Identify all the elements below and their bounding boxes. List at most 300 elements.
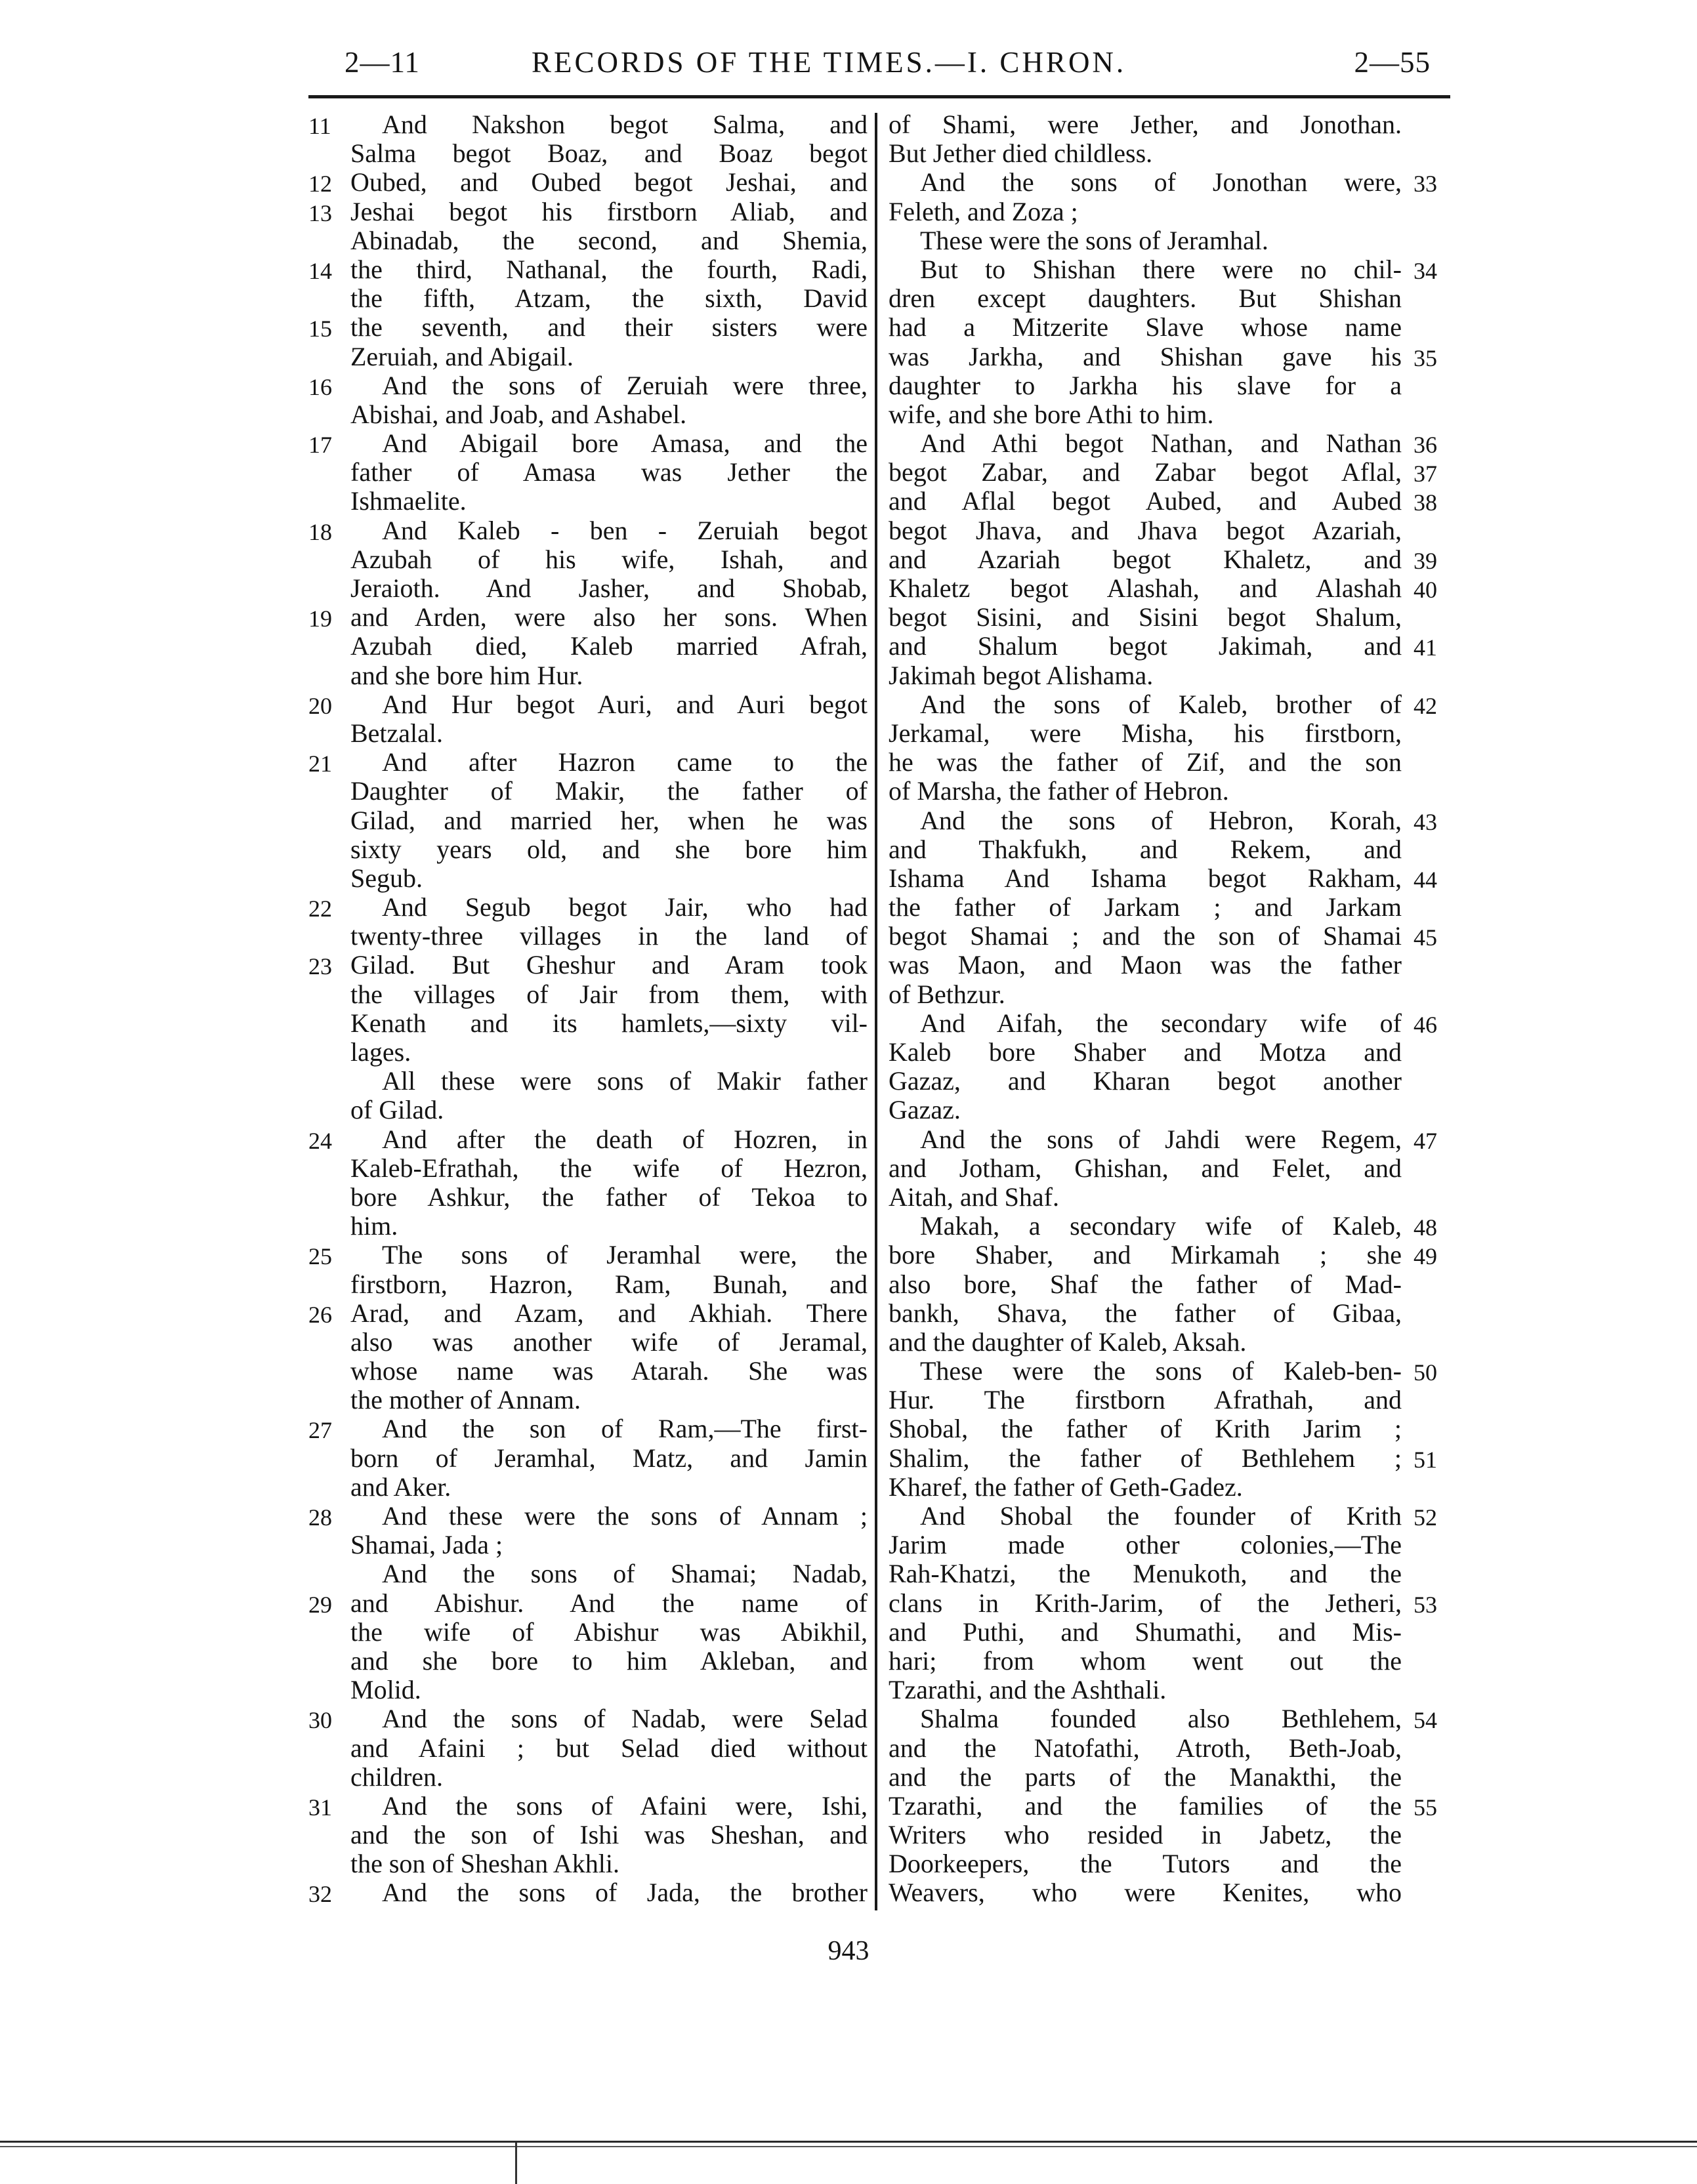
- text-line: [303, 1038, 868, 1067]
- verse-number: 49: [1414, 1243, 1437, 1270]
- text-line: [889, 806, 1453, 835]
- line-text: begot Zabar, and Zabar begot Aflal,: [889, 458, 1402, 487]
- line-text: Doorkeepers, the Tutors and the: [889, 1849, 1402, 1879]
- text-line: [889, 777, 1453, 806]
- text-line: [889, 342, 1453, 371]
- verse-number: 12: [308, 171, 332, 197]
- line-text: children.: [350, 1762, 444, 1792]
- text-line: [303, 951, 868, 979]
- text-line: [303, 748, 868, 777]
- line-text: Azubah died, Kaleb married Afrah,: [350, 632, 868, 661]
- running-header: [308, 41, 1450, 84]
- verse-number: 28: [308, 1504, 332, 1531]
- line-text: And the sons of Shamai; Nadab,: [382, 1559, 868, 1589]
- text-line: [303, 719, 868, 748]
- verse-number: 34: [1414, 257, 1437, 284]
- line-text: Ishmaelite.: [350, 487, 467, 516]
- line-text: he was the father of Zif, and the son: [889, 748, 1402, 777]
- line-text: Hur. The firstborn Afrathah, and: [889, 1386, 1402, 1415]
- text-line: [889, 922, 1453, 951]
- text-line: [303, 1414, 868, 1443]
- text-line: [889, 951, 1453, 979]
- text-line: [303, 1618, 868, 1647]
- line-text: Gilad, and married her, when he was: [350, 806, 868, 835]
- line-text: and Aker.: [350, 1472, 451, 1502]
- verse-number: 20: [308, 692, 332, 719]
- text-line: [303, 429, 868, 458]
- text-line: [303, 226, 868, 255]
- line-text: Betzalal.: [350, 718, 444, 748]
- line-text: And the sons of Zeruiah were three,: [382, 371, 868, 400]
- text-line: [303, 342, 868, 371]
- line-text: Salma begot Boaz, and Boaz begot: [350, 139, 868, 169]
- verse-number: 14: [308, 257, 332, 284]
- verse-number: 24: [308, 1127, 332, 1154]
- text-line: [303, 255, 868, 284]
- text-line: [889, 1473, 1453, 1502]
- text-line: [303, 516, 868, 545]
- text-line: [889, 1357, 1453, 1386]
- text-line: [303, 1125, 868, 1154]
- text-line: [889, 719, 1453, 748]
- line-text: Makah, a secondary wife of Kaleb,: [920, 1212, 1402, 1241]
- text-line: [303, 1241, 868, 1269]
- line-text: begot Jhava, and Jhava begot Azariah,: [889, 516, 1402, 545]
- line-text: Jerkamal, were Misha, his firstborn,: [889, 718, 1402, 748]
- text-line: [303, 1386, 868, 1414]
- text-line: [303, 400, 868, 429]
- text-line: [889, 632, 1453, 661]
- line-text: the seventh, and their sisters were: [350, 313, 868, 342]
- left-column: [303, 110, 868, 1908]
- text-line: [303, 922, 868, 951]
- text-line: [303, 1183, 868, 1212]
- line-text: him.: [350, 1212, 398, 1241]
- line-text: Tzarathi, and the families of the: [889, 1791, 1402, 1821]
- line-text: And Aifah, the secondary wife of: [920, 1008, 1402, 1038]
- text-line: [889, 893, 1453, 922]
- text-line: [889, 661, 1453, 690]
- line-text: father of Amasa was Jether the: [350, 458, 868, 487]
- line-text: sixty years old, and she bore him: [350, 834, 868, 864]
- verse-number: 53: [1414, 1591, 1437, 1618]
- text-line: [889, 1386, 1453, 1414]
- text-line: [303, 1589, 868, 1618]
- text-line: [303, 1676, 868, 1704]
- line-text: the villages of Jair from them, with: [350, 979, 868, 1009]
- text-line: [889, 1763, 1453, 1792]
- text-line: [303, 1502, 868, 1531]
- line-text: Kenath and its hamlets,—sixty vil-: [350, 1008, 868, 1038]
- text-line: [889, 1589, 1453, 1618]
- verse-number: 33: [1414, 171, 1437, 197]
- line-text: daughter to Jarkha his slave for a: [889, 371, 1402, 400]
- line-text: Shalim, the father of Bethlehem ;: [889, 1443, 1402, 1473]
- text-line: [889, 1618, 1453, 1647]
- line-text: Shamai, Jada ;: [350, 1531, 503, 1560]
- verse-number: 21: [308, 751, 332, 777]
- text-line: [889, 1878, 1453, 1907]
- text-line: [889, 603, 1453, 632]
- line-text: also bore, Shaf the father of Mad-: [889, 1269, 1402, 1299]
- text-line: [303, 1473, 868, 1502]
- text-line: [303, 1009, 868, 1038]
- line-text: And Nakshon begot Salma, and: [382, 110, 868, 139]
- line-text: wife, and she bore Athi to him.: [889, 400, 1214, 429]
- header-rule: [308, 95, 1450, 98]
- verse-number: 30: [308, 1707, 332, 1734]
- line-text: These were the sons of Jeramhal.: [920, 226, 1268, 255]
- line-text: also was another wife of Jeramal,: [350, 1327, 868, 1357]
- text-line: [303, 1357, 868, 1386]
- text-line: [303, 1559, 868, 1588]
- line-text: Shobal, the father of Krith Jarim ;: [889, 1414, 1402, 1444]
- line-text: Kaleb-Efrathah, the wife of Hezron,: [350, 1153, 868, 1183]
- verse-number: 18: [308, 518, 332, 545]
- line-text: Abishai, and Joab, and Ashabel.: [350, 400, 687, 429]
- line-text: Segub.: [350, 863, 423, 893]
- line-text: and she bore him Hur.: [350, 661, 583, 690]
- text-line: [889, 1125, 1453, 1154]
- line-text: Jakimah begot Alishama.: [889, 661, 1154, 690]
- text-line: [889, 835, 1453, 864]
- line-text: whose name was Atarah. She was: [350, 1357, 868, 1386]
- line-text: Daughter of Makir, the father of: [350, 777, 868, 806]
- line-text: and Shalum begot Jakimah, and: [889, 632, 1402, 661]
- header-title: RECORDS OF THE TIMES.—I. CHRON.: [532, 46, 1127, 79]
- text-line: [889, 1502, 1453, 1531]
- text-line: [303, 458, 868, 487]
- text-line: [889, 1559, 1453, 1588]
- text-line: [889, 1241, 1453, 1269]
- line-text: The sons of Jeramhal were, the: [382, 1241, 868, 1270]
- verse-number: 51: [1414, 1446, 1437, 1473]
- verse-number: 31: [308, 1794, 332, 1821]
- text-line: [889, 1270, 1453, 1299]
- right-column: [889, 110, 1453, 1908]
- line-text: And after the death of Hozren, in: [382, 1124, 868, 1154]
- text-line: [889, 574, 1453, 603]
- column-divider: [875, 113, 877, 1910]
- text-line: [303, 1212, 868, 1241]
- line-text: clans in Krith-Jarim, of the Jetheri,: [889, 1588, 1402, 1618]
- text-line: [889, 1183, 1453, 1212]
- text-line: [303, 1270, 868, 1299]
- line-text: And the son of Ram,—The first-: [382, 1414, 868, 1444]
- line-text: Ishama And Ishama begot Rakham,: [889, 863, 1402, 893]
- scan-edge-mark: [515, 2143, 517, 2184]
- line-text: Jeshai begot his firstborn Aliab, and: [350, 197, 868, 226]
- text-line: [889, 545, 1453, 574]
- line-text: Kaleb bore Shaber and Motza and: [889, 1038, 1402, 1067]
- bottom-rule: [0, 2141, 1697, 2143]
- text-line: [303, 1792, 868, 1821]
- text-line: [303, 1531, 868, 1559]
- verse-number: 40: [1414, 577, 1437, 603]
- verse-number: 17: [308, 432, 332, 459]
- text-line: [889, 1444, 1453, 1473]
- line-text: And Kaleb - ben - Zeruiah begot: [382, 516, 868, 545]
- verse-number: 11: [308, 113, 331, 139]
- header-right-reference: 2—55: [1354, 46, 1431, 79]
- line-text: Rah-Khatzi, the Menukoth, and the: [889, 1559, 1402, 1589]
- line-text: And the sons of Hebron, Korah,: [920, 806, 1402, 835]
- text-line: [303, 168, 868, 197]
- verse-number: 19: [308, 606, 332, 632]
- line-text: And Athi begot Nathan, and Nathan: [920, 429, 1402, 459]
- line-text: of Gilad.: [350, 1096, 444, 1125]
- line-text: bore Ashkur, the father of Tekoa to: [350, 1182, 868, 1212]
- line-text: bankh, Shava, the father of Gibaa,: [889, 1298, 1402, 1328]
- verse-number: 38: [1414, 489, 1437, 516]
- verse-number: 41: [1414, 634, 1437, 661]
- page-number: 943: [828, 1936, 869, 1966]
- verse-number: 43: [1414, 808, 1437, 835]
- text-line: [889, 980, 1453, 1009]
- text-line: [303, 1328, 868, 1357]
- line-text: Jarim made other colonies,—The: [889, 1531, 1402, 1560]
- verse-number: 52: [1414, 1504, 1437, 1531]
- bottom-rule-secondary: [0, 2146, 1697, 2147]
- text-line: [303, 1299, 868, 1328]
- line-text: born of Jeramhal, Matz, and Jamin: [350, 1443, 868, 1473]
- text-line: [303, 661, 868, 690]
- verse-number: 37: [1414, 461, 1437, 487]
- line-text: begot Shamai ; and the son of Shamai: [889, 922, 1402, 951]
- verse-number: 47: [1414, 1127, 1437, 1154]
- verse-number: 32: [308, 1881, 332, 1908]
- line-text: And Hur begot Auri, and Auri begot: [382, 690, 868, 719]
- text-line: [303, 197, 868, 226]
- verse-number: 50: [1414, 1359, 1437, 1386]
- text-line: [889, 1647, 1453, 1676]
- line-text: and Aflal begot Aubed, and Aubed: [889, 487, 1402, 516]
- line-text: and Arden, were also her sons. When: [350, 603, 868, 632]
- line-text: Khaletz begot Alashah, and Alashah: [889, 574, 1402, 603]
- text-line: [303, 1849, 868, 1878]
- text-line: [889, 1734, 1453, 1763]
- text-line: [889, 748, 1453, 777]
- text-line: [889, 1849, 1453, 1878]
- text-line: [889, 1038, 1453, 1067]
- line-text: the wife of Abishur was Abikhil,: [350, 1617, 868, 1647]
- line-text: and the parts of the Manakthi, the: [889, 1762, 1402, 1792]
- text-line: [889, 1704, 1453, 1733]
- text-line: [303, 1704, 868, 1733]
- text-line: [303, 1647, 868, 1676]
- line-text: twenty-three villages in the land of: [350, 922, 868, 951]
- verse-number: 35: [1414, 344, 1437, 371]
- line-text: Feleth, and Zoza ;: [889, 197, 1078, 226]
- line-text: and she bore to him Akleban, and: [350, 1646, 868, 1676]
- text-line: [889, 400, 1453, 429]
- line-text: and the Natofathi, Atroth, Beth-Joab,: [889, 1733, 1402, 1763]
- text-line: [303, 545, 868, 574]
- verse-number: 29: [308, 1591, 332, 1618]
- line-text: of Marsha, the father of Hebron.: [889, 777, 1229, 806]
- verse-number: 36: [1414, 432, 1437, 459]
- line-text: was Maon, and Maon was the father: [889, 951, 1402, 980]
- verse-number: 25: [308, 1243, 332, 1270]
- text-line: [889, 1792, 1453, 1821]
- text-line: [303, 980, 868, 1009]
- verse-number: 54: [1414, 1707, 1437, 1734]
- line-text: And Shobal the founder of Krith: [920, 1502, 1402, 1531]
- line-text: hari; from whom went out the: [889, 1646, 1402, 1676]
- text-line: [303, 1096, 868, 1124]
- line-text: And the sons of Jada, the brother: [382, 1878, 868, 1908]
- verse-number: 13: [308, 199, 332, 226]
- text-line: [303, 487, 868, 516]
- text-line: [889, 1531, 1453, 1559]
- text-line: [889, 1212, 1453, 1241]
- line-text: and Jotham, Ghishan, and Felet, and: [889, 1153, 1402, 1183]
- text-line: [303, 864, 868, 893]
- text-line: [303, 690, 868, 719]
- text-line: [889, 458, 1453, 487]
- line-text: and the son of Ishi was Sheshan, and: [350, 1821, 868, 1850]
- verse-number: 22: [308, 896, 332, 922]
- verse-number: 45: [1414, 924, 1437, 951]
- line-text: firstborn, Hazron, Ram, Bunah, and: [350, 1269, 868, 1299]
- text-line: [303, 1821, 868, 1849]
- text-line: [889, 1009, 1453, 1038]
- text-line: [889, 1676, 1453, 1704]
- text-line: [889, 255, 1453, 284]
- line-text: But to Shishan there were no chil-: [920, 255, 1402, 284]
- line-text: of Bethzur.: [889, 979, 1005, 1009]
- line-text: Weavers, who were Kenites, who: [889, 1878, 1402, 1908]
- text-line: [303, 371, 868, 400]
- line-text: Arad, and Azam, and Akhiah. There: [350, 1298, 868, 1328]
- line-text: had a Mitzerite Slave whose name: [889, 313, 1402, 342]
- line-text: And the sons of Kaleb, brother of: [920, 690, 1402, 719]
- text-line: [303, 110, 868, 139]
- line-text: and Afaini ; but Selad died without: [350, 1733, 868, 1763]
- text-line: [303, 893, 868, 922]
- verse-number: 16: [308, 373, 332, 400]
- text-line: [303, 603, 868, 632]
- text-line: [303, 632, 868, 661]
- text-line: [303, 1154, 868, 1183]
- line-text: and Abishur. And the name of: [350, 1588, 868, 1618]
- text-line: [889, 1067, 1453, 1096]
- text-line: [303, 1763, 868, 1792]
- line-text: dren except daughters. But Shishan: [889, 284, 1402, 314]
- verse-number: 39: [1414, 547, 1437, 574]
- verse-number: 46: [1414, 1011, 1437, 1038]
- text-line: [889, 1154, 1453, 1183]
- line-text: the mother of Annam.: [350, 1386, 581, 1415]
- line-text: Jeraioth. And Jasher, and Shobab,: [350, 574, 868, 603]
- line-text: And after Hazron came to the: [382, 748, 868, 777]
- line-text: But Jether died childless.: [889, 139, 1153, 169]
- line-text: the third, Nathanal, the fourth, Radi,: [350, 255, 868, 284]
- line-text: Aitah, and Shaf.: [889, 1182, 1059, 1212]
- line-text: Azubah of his wife, Ishah, and: [350, 545, 868, 574]
- text-line: [889, 429, 1453, 458]
- text-line: [889, 1328, 1453, 1357]
- line-text: Gilad. But Gheshur and Aram took: [350, 951, 868, 980]
- text-line: [889, 197, 1453, 226]
- text-line: [303, 574, 868, 603]
- text-line: [889, 487, 1453, 516]
- line-text: And the sons of Afaini were, Ishi,: [382, 1791, 868, 1821]
- text-line: [889, 1299, 1453, 1328]
- text-line: [889, 864, 1453, 893]
- line-text: and Puthi, and Shumathi, and Mis-: [889, 1617, 1402, 1647]
- line-text: Writers who resided in Jabetz, the: [889, 1821, 1402, 1850]
- verse-number: 48: [1414, 1214, 1437, 1241]
- line-text: All these were sons of Makir father: [382, 1067, 868, 1096]
- line-text: lages.: [350, 1038, 411, 1067]
- line-text: and Thakfukh, and Rekem, and: [889, 834, 1402, 864]
- verse-number: 23: [308, 953, 332, 980]
- text-line: [889, 1414, 1453, 1443]
- line-text: was Jarkha, and Shishan gave his: [889, 342, 1402, 371]
- line-text: Gazaz, and Kharan begot another: [889, 1067, 1402, 1096]
- line-text: And these were the sons of Annam ;: [382, 1502, 868, 1531]
- line-text: begot Sisini, and Sisini begot Shalum,: [889, 603, 1402, 632]
- verse-number: 55: [1414, 1794, 1437, 1821]
- text-line: [889, 371, 1453, 400]
- line-text: And the sons of Jahdi were Regem,: [920, 1124, 1402, 1154]
- text-line: [303, 835, 868, 864]
- text-line: [889, 516, 1453, 545]
- text-line: [889, 110, 1453, 139]
- text-line: [303, 1734, 868, 1763]
- line-text: and Azariah begot Khaletz, and: [889, 545, 1402, 574]
- text-line: [889, 139, 1453, 168]
- line-text: Tzarathi, and the Ashthali.: [889, 1676, 1167, 1705]
- text-line: [303, 284, 868, 313]
- text-line: [303, 139, 868, 168]
- line-text: the father of Jarkam ; and Jarkam: [889, 893, 1402, 922]
- line-text: of Shami, were Jether, and Jonothan.: [889, 110, 1402, 139]
- text-line: [303, 1067, 868, 1096]
- line-text: And Abigail bore Amasa, and the: [382, 429, 868, 459]
- verse-number: 27: [308, 1417, 332, 1444]
- text-line: [889, 168, 1453, 197]
- text-line: [889, 313, 1453, 342]
- line-text: and the daughter of Kaleb, Aksah.: [889, 1327, 1247, 1357]
- text-line: [303, 777, 868, 806]
- text-line: [303, 1878, 868, 1907]
- verse-number: 44: [1414, 866, 1437, 893]
- line-text: Zeruiah, and Abigail.: [350, 342, 574, 371]
- line-text: Kharef, the father of Geth-Gadez.: [889, 1472, 1243, 1502]
- header-left-reference: 2—11: [345, 46, 420, 79]
- line-text: the fifth, Atzam, the sixth, David: [350, 284, 868, 314]
- line-text: And Segub begot Jair, who had: [382, 893, 868, 922]
- verse-number: 26: [308, 1301, 332, 1328]
- line-text: These were the sons of Kaleb-ben-: [920, 1357, 1402, 1386]
- line-text: And the sons of Nadab, were Selad: [382, 1704, 868, 1734]
- verse-number: 15: [308, 316, 332, 342]
- text-line: [889, 1096, 1453, 1124]
- line-text: Shalma founded also Bethlehem,: [920, 1704, 1402, 1734]
- line-text: Gazaz.: [889, 1096, 961, 1125]
- text-line: [303, 1444, 868, 1473]
- text-line: [889, 226, 1453, 255]
- verse-number: 42: [1414, 692, 1437, 719]
- line-text: bore Shaber, and Mirkamah ; she: [889, 1241, 1402, 1270]
- text-line: [889, 284, 1453, 313]
- line-text: Molid.: [350, 1676, 421, 1705]
- line-text: Oubed, and Oubed begot Jeshai, and: [350, 168, 868, 197]
- line-text: the son of Sheshan Akhli.: [350, 1849, 619, 1879]
- text-line: [889, 1821, 1453, 1849]
